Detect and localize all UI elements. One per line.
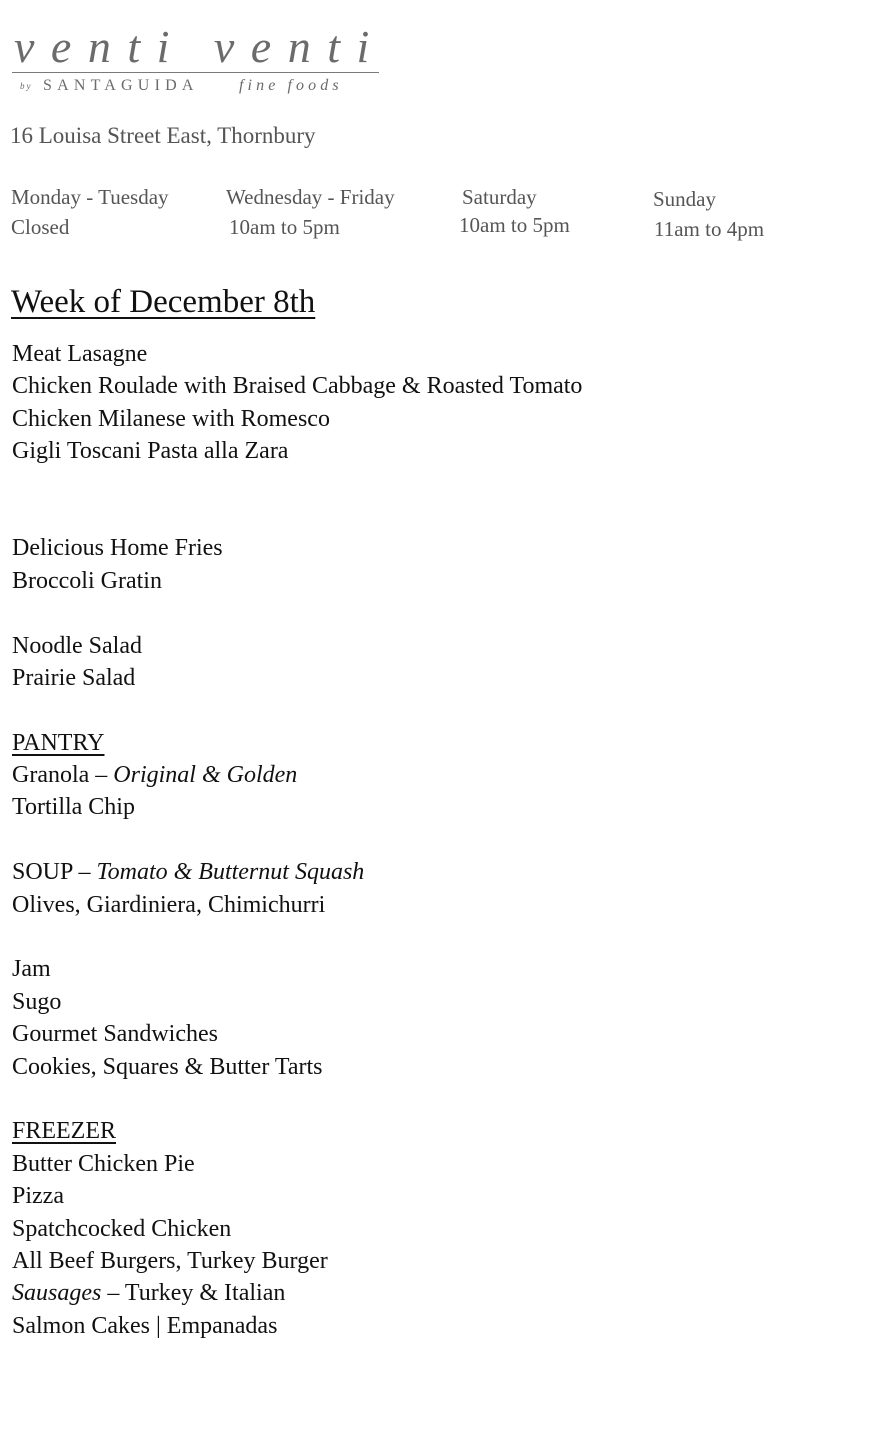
menu-item: Chicken Milanese with Romesco xyxy=(12,405,330,432)
menu-item: Sugo xyxy=(12,988,62,1015)
logo-brand: SANTAGUIDA xyxy=(43,77,199,94)
sausages-label: Sausages xyxy=(12,1280,102,1307)
hours-days: Saturday xyxy=(462,185,537,209)
spacer xyxy=(12,500,862,532)
menu-list xyxy=(12,338,862,1342)
logo-wordmark: venti venti xyxy=(14,21,386,72)
menu-item: Tortilla Chip xyxy=(12,794,135,821)
menu-item: Meat Lasagne xyxy=(12,341,148,367)
logo-tagline: fine foods xyxy=(239,77,343,94)
soup-label: SOUP – xyxy=(12,859,97,886)
menu-item: Spatchcocked Chicken xyxy=(12,1215,232,1242)
store-address: 16 Louisa Street East, Thornbury xyxy=(10,123,316,148)
menu-item: Salmon Cakes | Empanadas xyxy=(12,1312,278,1339)
freezer-heading: FREEZER xyxy=(12,1118,117,1145)
hours-saturday xyxy=(459,182,570,240)
pantry-heading-line xyxy=(12,727,862,759)
menu-item: Butter Chicken Pie xyxy=(12,1150,195,1177)
granola-varieties: Original & Golden xyxy=(113,762,298,789)
menu-item-sausages xyxy=(12,1277,862,1309)
menu-item: Delicious Home Fries xyxy=(12,535,223,562)
hours-wednesday-friday xyxy=(226,182,395,242)
spacer xyxy=(12,468,862,500)
soup-varieties: Tomato & Butternut Squash xyxy=(96,859,365,886)
menu-item: Noodle Salad xyxy=(12,632,142,659)
spacer xyxy=(12,1083,862,1115)
menu-item-soup xyxy=(12,856,862,888)
menu-item: Cookies, Squares & Butter Tarts xyxy=(12,1053,323,1080)
menu-item-granola xyxy=(12,759,862,791)
hours-days: Sunday xyxy=(653,187,716,211)
menu-item: Gourmet Sandwiches xyxy=(12,1021,218,1048)
menu-item: Jam xyxy=(12,956,51,983)
logo-subline xyxy=(12,73,380,97)
hours-time: 11am to 4pm xyxy=(654,217,765,241)
spacer xyxy=(12,921,862,953)
spacer xyxy=(12,597,862,629)
pantry-heading: PANTRY xyxy=(12,729,105,756)
hours-sunday xyxy=(653,184,764,244)
menu-item: Pizza xyxy=(12,1183,64,1210)
menu-item: Gigli Toscani Pasta alla Zara xyxy=(12,438,289,465)
menu-item: Broccoli Gratin xyxy=(12,567,162,594)
menu-item: Olives, Giardiniera, Chimichurri xyxy=(12,891,326,918)
hours-time: Closed xyxy=(11,215,70,239)
granola-label: Granola – xyxy=(12,762,114,789)
menu-item: All Beef Burgers, Turkey Burger xyxy=(12,1247,328,1274)
hours-monday-tuesday xyxy=(11,182,169,242)
hours-time: 10am to 5pm xyxy=(459,213,570,237)
hours-days: Wednesday - Friday xyxy=(226,185,395,209)
menu-item: Prairie Salad xyxy=(12,664,136,691)
spacer xyxy=(12,824,862,856)
week-heading: Week of December 8th xyxy=(11,284,316,320)
logo xyxy=(12,21,386,97)
hours-days: Monday - Tuesday xyxy=(11,185,169,209)
hours-time: 10am to 5pm xyxy=(229,215,340,239)
logo-by: by xyxy=(20,81,33,91)
freezer-heading-line xyxy=(12,1115,862,1147)
sausages-varieties: – Turkey & Italian xyxy=(101,1280,286,1307)
menu-item: Chicken Roulade with Braised Cabbage & Roasted Tomato xyxy=(12,373,583,400)
spacer xyxy=(12,694,862,726)
